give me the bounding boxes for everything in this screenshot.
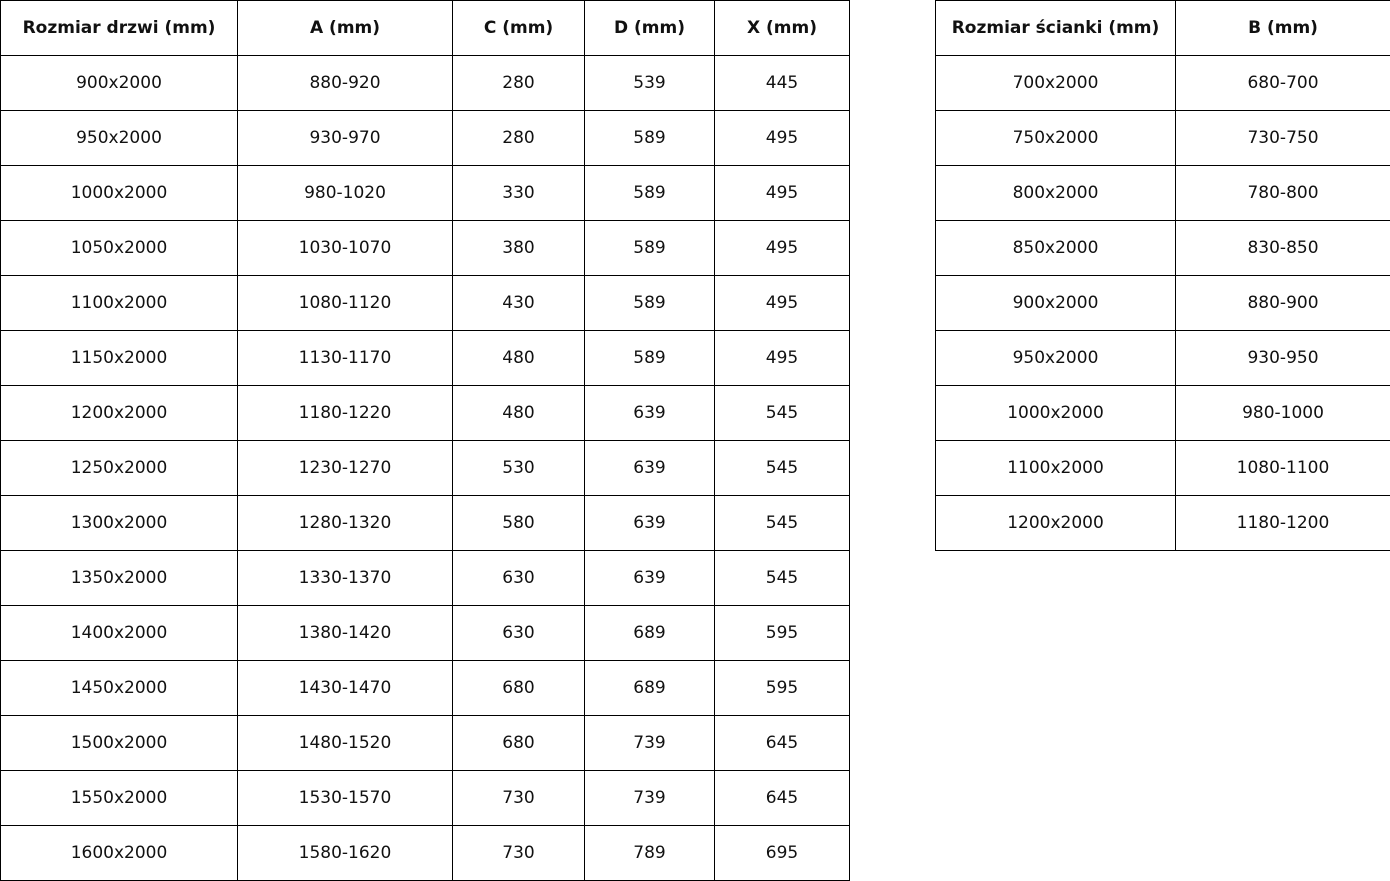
cell-wall-size: 750x2000 bbox=[936, 111, 1176, 166]
cell-door-size: 900x2000 bbox=[1, 56, 238, 111]
table-row bbox=[1, 221, 850, 276]
table-row bbox=[1, 276, 850, 331]
cell-x: 545 bbox=[715, 386, 850, 441]
cell-d: 689 bbox=[585, 606, 715, 661]
cell-door-size: 1000x2000 bbox=[1, 166, 238, 221]
cell-a: 980-1020 bbox=[238, 166, 453, 221]
cell-a: 1480-1520 bbox=[238, 716, 453, 771]
cell-a: 1030-1070 bbox=[238, 221, 453, 276]
cell-x: 595 bbox=[715, 661, 850, 716]
cell-a: 930-970 bbox=[238, 111, 453, 166]
cell-d: 589 bbox=[585, 166, 715, 221]
table-row bbox=[1, 826, 850, 881]
column-header-door-size: Rozmiar drzwi (mm) bbox=[1, 1, 238, 56]
cell-a: 1430-1470 bbox=[238, 661, 453, 716]
cell-door-size: 1450x2000 bbox=[1, 661, 238, 716]
table-row bbox=[1, 771, 850, 826]
table-row bbox=[1, 56, 850, 111]
column-header-x: X (mm) bbox=[715, 1, 850, 56]
cell-door-size: 1250x2000 bbox=[1, 441, 238, 496]
cell-wall-size: 800x2000 bbox=[936, 166, 1176, 221]
table-row bbox=[936, 331, 1390, 386]
cell-a: 1530-1570 bbox=[238, 771, 453, 826]
cell-c: 480 bbox=[453, 386, 585, 441]
cell-wall-size: 950x2000 bbox=[936, 331, 1176, 386]
cell-c: 280 bbox=[453, 111, 585, 166]
cell-x: 645 bbox=[715, 771, 850, 826]
table-row bbox=[936, 386, 1390, 441]
cell-door-size: 1550x2000 bbox=[1, 771, 238, 826]
column-header-wall-size: Rozmiar ścianki (mm) bbox=[936, 1, 1176, 56]
wall-dimensions-table bbox=[935, 0, 1390, 551]
cell-a: 1130-1170 bbox=[238, 331, 453, 386]
cell-x: 495 bbox=[715, 221, 850, 276]
table-row bbox=[1, 606, 850, 661]
table-row bbox=[936, 56, 1390, 111]
cell-x: 545 bbox=[715, 441, 850, 496]
table-row bbox=[1, 166, 850, 221]
cell-c: 280 bbox=[453, 56, 585, 111]
cell-d: 639 bbox=[585, 386, 715, 441]
cell-b: 1080-1100 bbox=[1176, 441, 1390, 496]
cell-a: 1080-1120 bbox=[238, 276, 453, 331]
column-header-a: A (mm) bbox=[238, 1, 453, 56]
cell-b: 1180-1200 bbox=[1176, 496, 1390, 551]
cell-x: 495 bbox=[715, 331, 850, 386]
cell-wall-size: 1200x2000 bbox=[936, 496, 1176, 551]
cell-d: 789 bbox=[585, 826, 715, 881]
cell-d: 589 bbox=[585, 276, 715, 331]
cell-wall-size: 700x2000 bbox=[936, 56, 1176, 111]
table-row bbox=[936, 496, 1390, 551]
cell-door-size: 1350x2000 bbox=[1, 551, 238, 606]
cell-door-size: 1400x2000 bbox=[1, 606, 238, 661]
cell-x: 545 bbox=[715, 551, 850, 606]
cell-c: 630 bbox=[453, 551, 585, 606]
table-row bbox=[936, 111, 1390, 166]
table-row bbox=[1, 496, 850, 551]
cell-b: 830-850 bbox=[1176, 221, 1390, 276]
cell-c: 580 bbox=[453, 496, 585, 551]
cell-x: 495 bbox=[715, 276, 850, 331]
cell-a: 1380-1420 bbox=[238, 606, 453, 661]
cell-door-size: 1200x2000 bbox=[1, 386, 238, 441]
cell-a: 1230-1270 bbox=[238, 441, 453, 496]
cell-d: 589 bbox=[585, 111, 715, 166]
cell-c: 630 bbox=[453, 606, 585, 661]
cell-c: 330 bbox=[453, 166, 585, 221]
cell-b: 680-700 bbox=[1176, 56, 1390, 111]
table-row bbox=[1, 551, 850, 606]
table-header-row bbox=[936, 1, 1390, 56]
cell-d: 689 bbox=[585, 661, 715, 716]
cell-door-size: 1600x2000 bbox=[1, 826, 238, 881]
table-row bbox=[936, 221, 1390, 276]
cell-b: 780-800 bbox=[1176, 166, 1390, 221]
cell-door-size: 1050x2000 bbox=[1, 221, 238, 276]
cell-c: 380 bbox=[453, 221, 585, 276]
table-row bbox=[936, 166, 1390, 221]
column-header-b: B (mm) bbox=[1176, 1, 1390, 56]
cell-a: 1280-1320 bbox=[238, 496, 453, 551]
cell-d: 639 bbox=[585, 441, 715, 496]
cell-door-size: 1150x2000 bbox=[1, 331, 238, 386]
table-row bbox=[936, 276, 1390, 331]
cell-c: 480 bbox=[453, 331, 585, 386]
cell-wall-size: 1100x2000 bbox=[936, 441, 1176, 496]
table-row bbox=[1, 661, 850, 716]
table-row bbox=[1, 111, 850, 166]
cell-b: 980-1000 bbox=[1176, 386, 1390, 441]
column-header-c: C (mm) bbox=[453, 1, 585, 56]
cell-wall-size: 1000x2000 bbox=[936, 386, 1176, 441]
cell-door-size: 950x2000 bbox=[1, 111, 238, 166]
table-row bbox=[1, 386, 850, 441]
cell-d: 639 bbox=[585, 496, 715, 551]
cell-c: 680 bbox=[453, 716, 585, 771]
cell-c: 430 bbox=[453, 276, 585, 331]
cell-x: 695 bbox=[715, 826, 850, 881]
cell-wall-size: 850x2000 bbox=[936, 221, 1176, 276]
column-header-d: D (mm) bbox=[585, 1, 715, 56]
cell-d: 739 bbox=[585, 771, 715, 826]
cell-wall-size: 900x2000 bbox=[936, 276, 1176, 331]
cell-a: 1330-1370 bbox=[238, 551, 453, 606]
table-row bbox=[1, 441, 850, 496]
cell-x: 495 bbox=[715, 111, 850, 166]
cell-c: 730 bbox=[453, 826, 585, 881]
cell-a: 880-920 bbox=[238, 56, 453, 111]
cell-b: 930-950 bbox=[1176, 331, 1390, 386]
cell-x: 645 bbox=[715, 716, 850, 771]
cell-door-size: 1100x2000 bbox=[1, 276, 238, 331]
cell-c: 530 bbox=[453, 441, 585, 496]
cell-d: 589 bbox=[585, 331, 715, 386]
cell-d: 739 bbox=[585, 716, 715, 771]
cell-door-size: 1300x2000 bbox=[1, 496, 238, 551]
cell-x: 595 bbox=[715, 606, 850, 661]
table-header-row bbox=[1, 1, 850, 56]
cell-d: 539 bbox=[585, 56, 715, 111]
cell-a: 1180-1220 bbox=[238, 386, 453, 441]
table-row bbox=[936, 441, 1390, 496]
cell-x: 545 bbox=[715, 496, 850, 551]
cell-door-size: 1500x2000 bbox=[1, 716, 238, 771]
cell-a: 1580-1620 bbox=[238, 826, 453, 881]
cell-x: 495 bbox=[715, 166, 850, 221]
cell-d: 589 bbox=[585, 221, 715, 276]
cell-d: 639 bbox=[585, 551, 715, 606]
cell-c: 680 bbox=[453, 661, 585, 716]
cell-c: 730 bbox=[453, 771, 585, 826]
table-row bbox=[1, 331, 850, 386]
cell-x: 445 bbox=[715, 56, 850, 111]
cell-b: 880-900 bbox=[1176, 276, 1390, 331]
table-row bbox=[1, 716, 850, 771]
cell-b: 730-750 bbox=[1176, 111, 1390, 166]
